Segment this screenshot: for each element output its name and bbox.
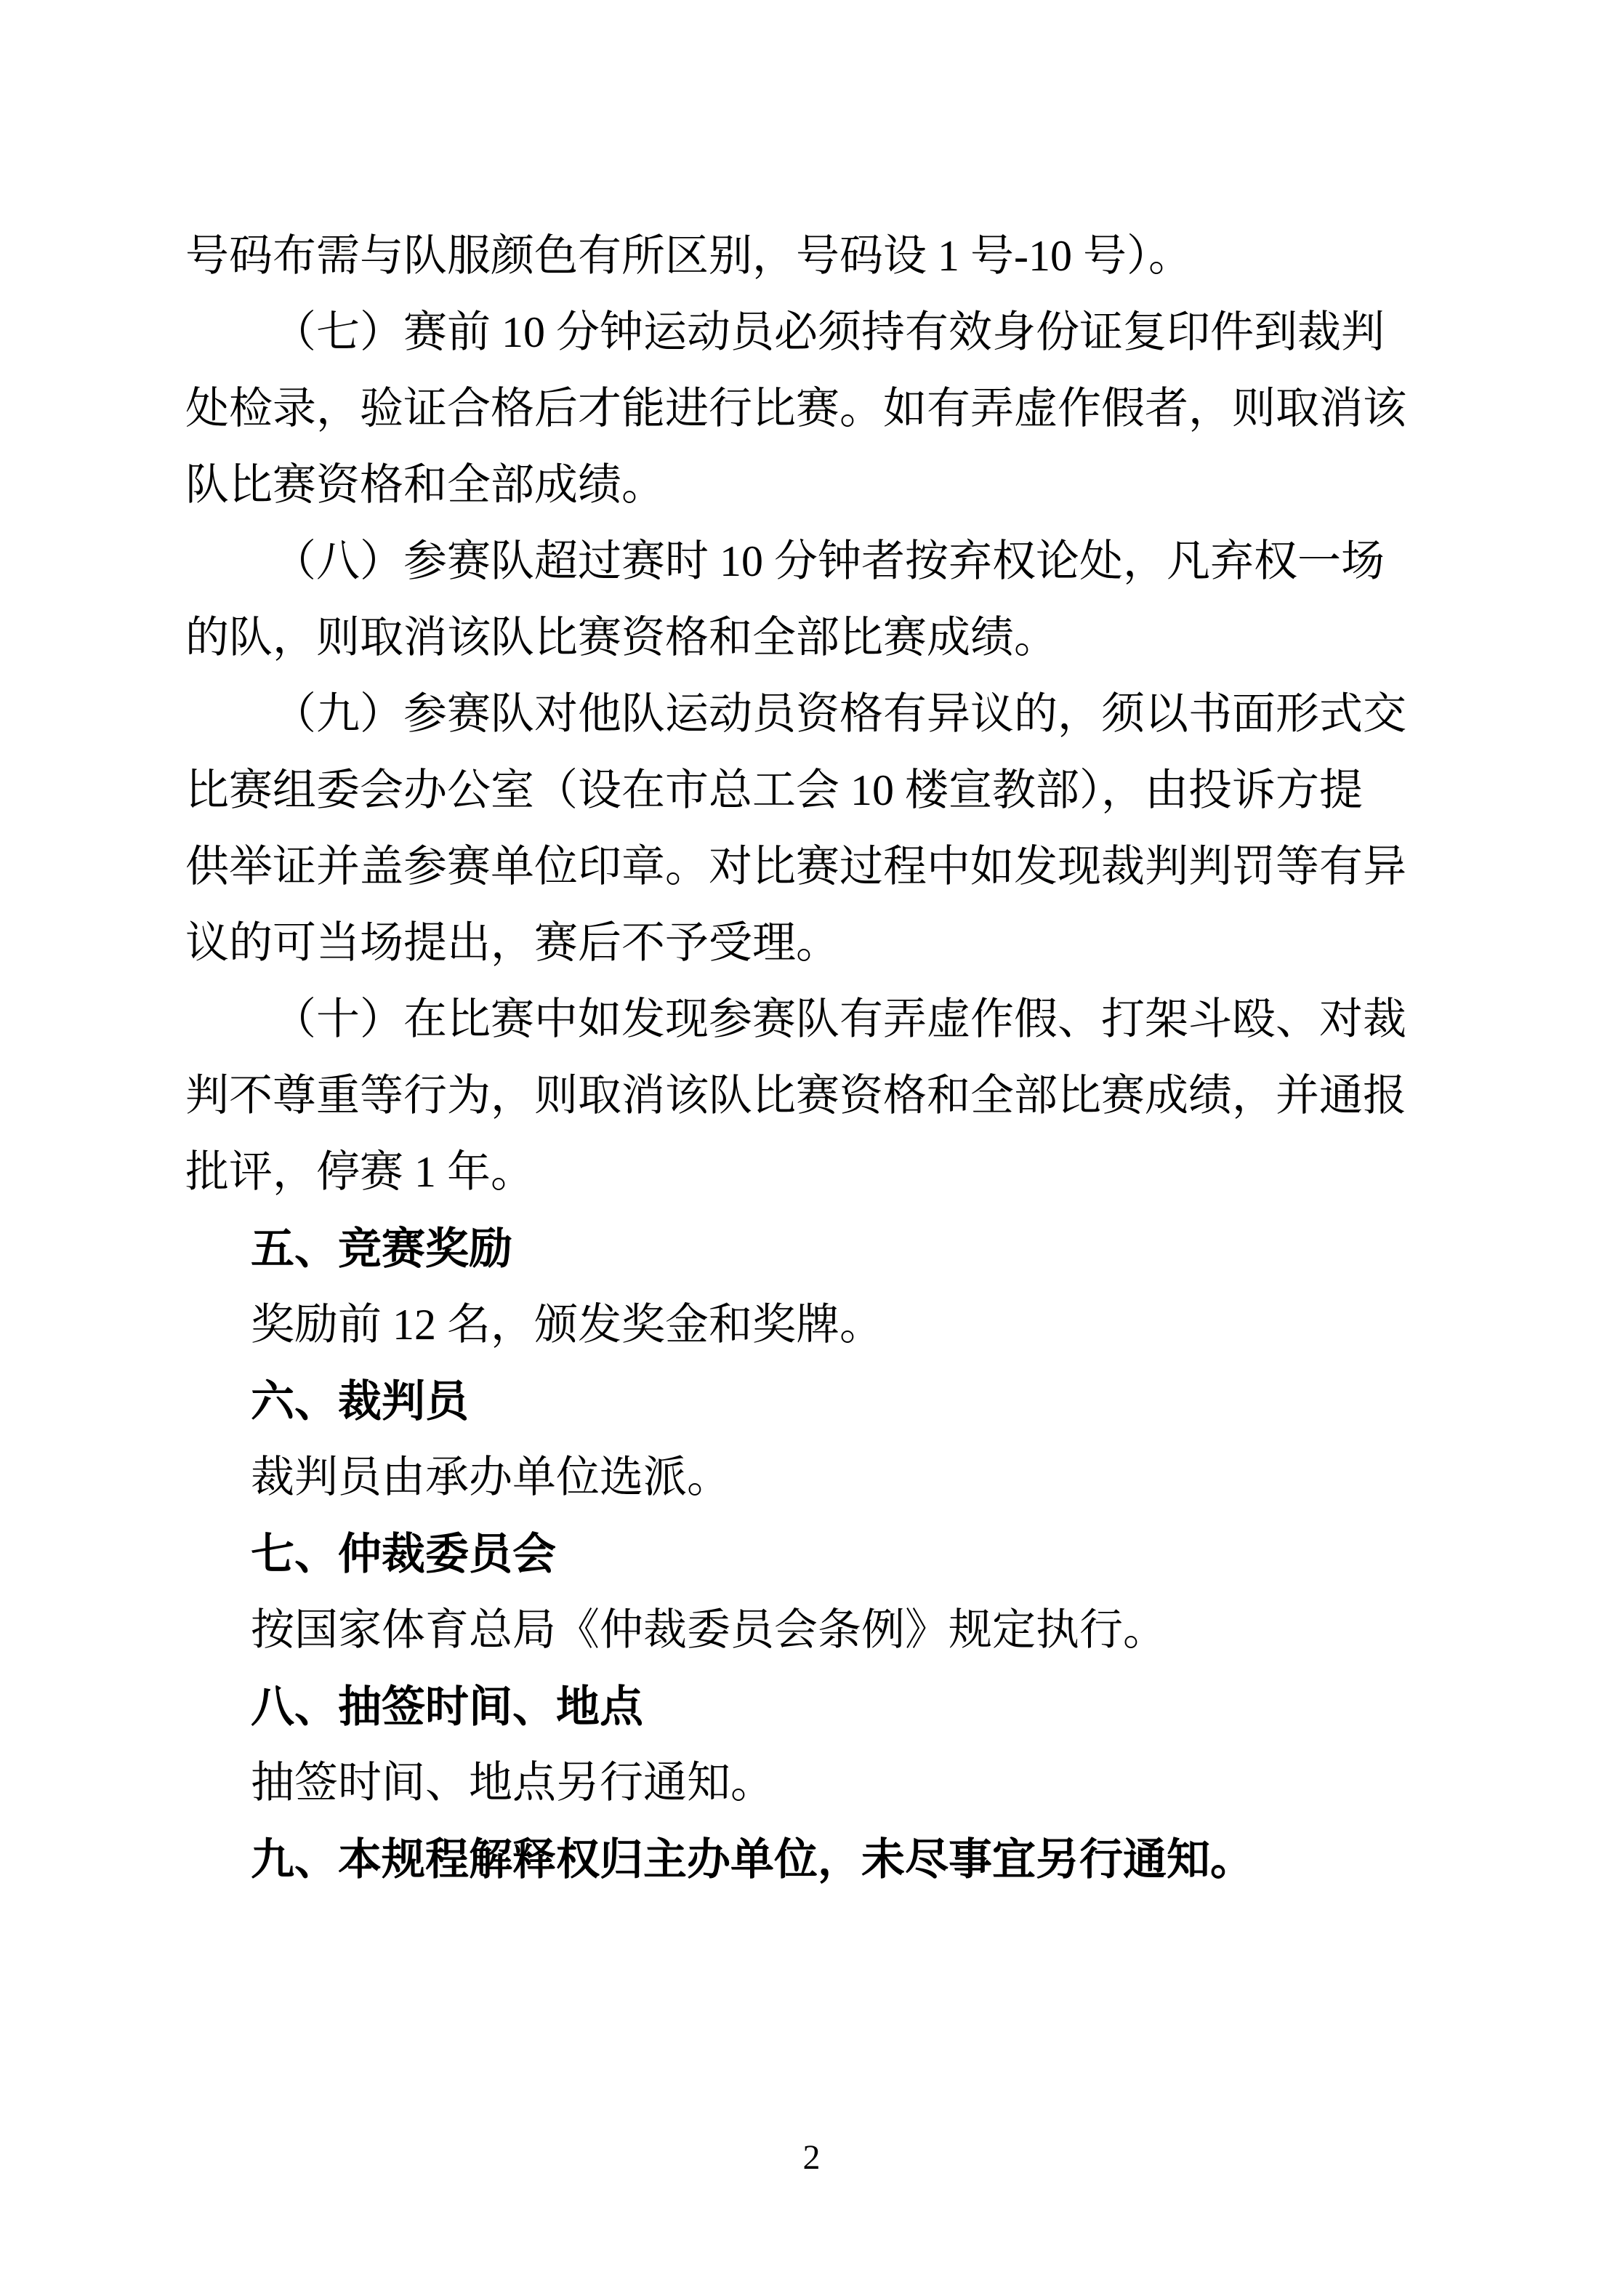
text-line: 号码布需与队服颜色有所区别，号码设 1 号-10 号）。: [185, 232, 1192, 280]
document-text-block: [185, 218, 1421, 1898]
section-heading: 九、本规程解释权归主办单位，未尽事宜另行通知。: [251, 1835, 1254, 1884]
section-heading: 八、抽签时间、地点: [251, 1682, 643, 1731]
text-line: 判不尊重等行为，则取消该队比赛资格和全部比赛成绩，并通报: [185, 1072, 1406, 1120]
text-line: 批评，停赛 1 年。: [185, 1148, 534, 1196]
text-line: 供举证并盖参赛单位印章。对比赛过程中如发现裁判判罚等有异: [185, 843, 1406, 891]
text-line: （十）在比赛中如发现参赛队有弄虚作假、打架斗殴、对裁: [273, 995, 1406, 1043]
text-line: （九）参赛队对他队运动员资格有异议的，须以书面形式交: [273, 690, 1406, 738]
page-number: 2: [802, 2138, 821, 2177]
section-heading: 七、仲裁委员会: [251, 1530, 556, 1578]
text-line: 议的可当场提出，赛后不予受理。: [185, 919, 839, 967]
section-heading: 六、裁判员: [251, 1377, 469, 1426]
text-line: 比赛组委会办公室（设在市总工会 10 楼宣教部），由投诉方提: [185, 766, 1363, 814]
text-line: 队比赛资格和全部成绩。: [185, 461, 665, 509]
text-line: 处检录，验证合格后才能进行比赛。如有弄虚作假者，则取消该: [185, 385, 1406, 433]
text-line: （八）参赛队超过赛时 10 分钟者按弃权论处，凡弃权一场: [273, 537, 1385, 585]
text-line: 的队，则取消该队比赛资格和全部比赛成绩。: [185, 614, 1058, 662]
text-line: 奖励前 12 名，颁发奖金和奖牌。: [251, 1301, 883, 1349]
text-line: （七）赛前 10 分钟运动员必须持有效身份证复印件到裁判: [273, 308, 1385, 356]
text-line: 裁判员由承办单位选派。: [251, 1453, 730, 1501]
text-line: 按国家体育总局《仲裁委员会条例》规定执行。: [251, 1606, 1167, 1654]
section-heading: 五、竞赛奖励: [251, 1224, 512, 1273]
text-line: 抽签时间、地点另行通知。: [251, 1759, 774, 1807]
